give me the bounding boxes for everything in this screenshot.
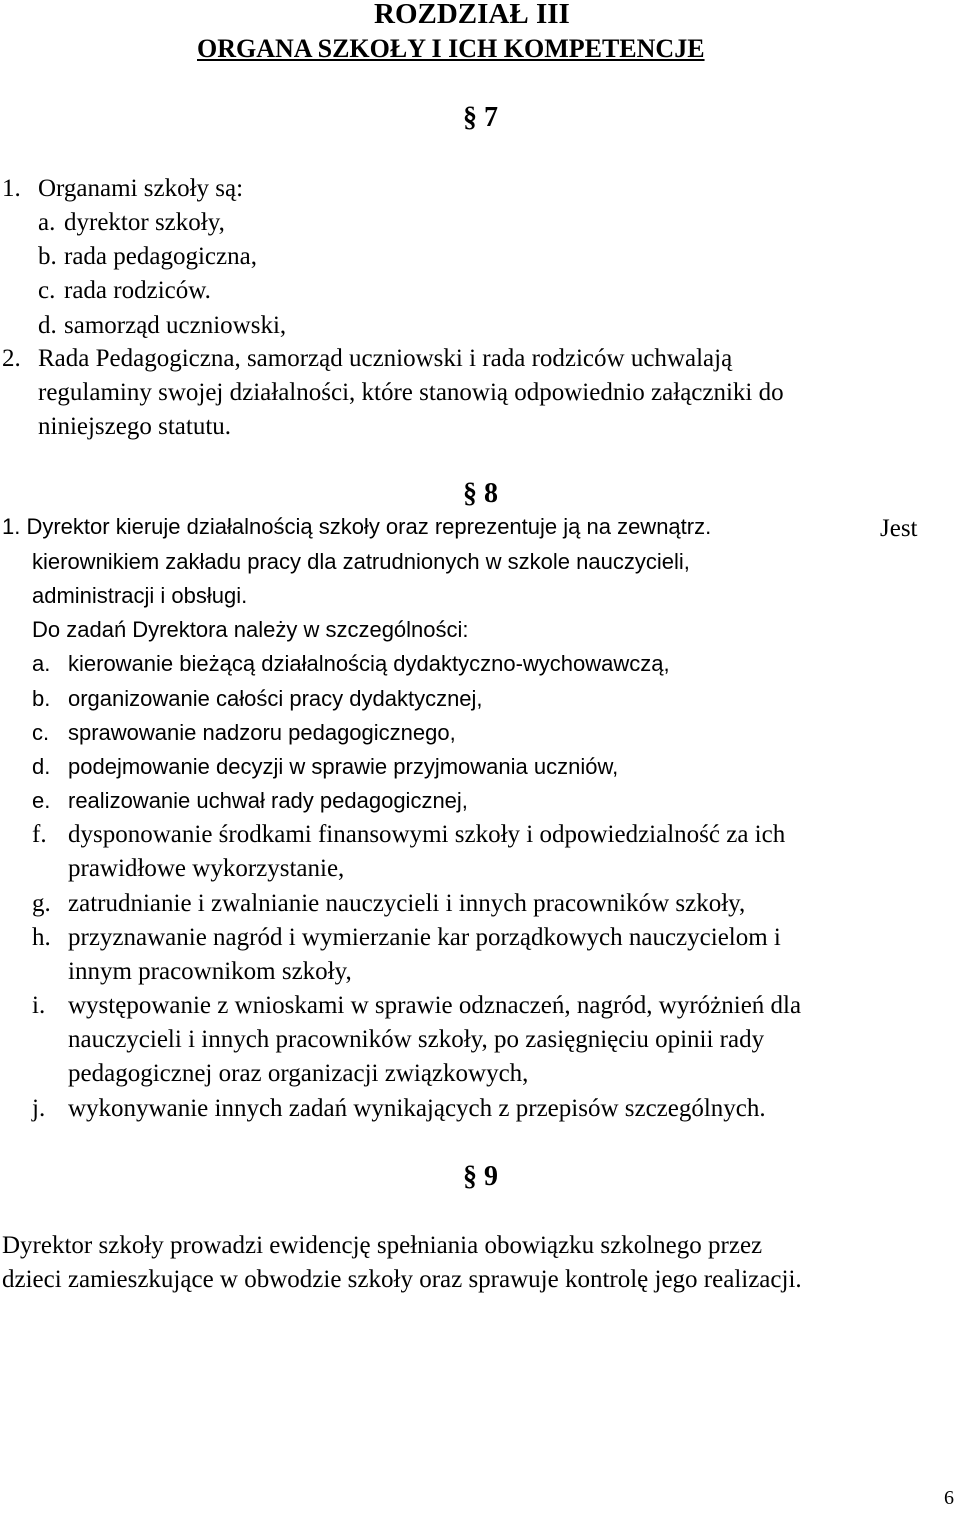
list-item: samorząd uczniowski, [64, 312, 287, 339]
list-item: dysponowanie środkami finansowymi szkoły i odpowiedzialność za ich [68, 821, 786, 848]
paragraph-line: Jest [880, 515, 918, 542]
list-item-continuation: pedagogicznej oraz organizacji związkowych, [68, 1060, 529, 1087]
list-marker: j. [32, 1095, 46, 1122]
list-item: rada rodziców. [64, 277, 211, 304]
list-item: sprawowanie nadzoru pedagogicznego, [68, 720, 456, 745]
list-marker: 1. [2, 175, 21, 202]
list-item: występowanie z wnioskami w sprawie odznaczeń, nagród, wyróżnień dla [68, 992, 802, 1019]
list-item: Organami szkoły są: [38, 175, 244, 202]
list-item-continuation: nauczycieli i innych pracowników szkoły, po zasięgnięciu opinii rady [68, 1026, 765, 1053]
paragraph-line: dzieci zamieszkujące w obwodzie szkoły oraz sprawuje kontrolę jego realizacji. [2, 1266, 802, 1293]
paragraph-line: 1. Dyrektor kieruje działalnością szkoły oraz reprezentuje ją na zewnątrz. [2, 514, 712, 539]
list-item: dyrektor szkoły, [64, 209, 225, 236]
list-item: realizowanie uchwał rady pedagogicznej, [68, 788, 468, 813]
list-marker: a. [38, 209, 56, 236]
list-item-continuation: niniejszego statutu. [38, 413, 232, 440]
paragraph-line: Dyrektor szkoły prowadzi ewidencję spełniania obowiązku szkolnego przez [2, 1232, 763, 1259]
list-marker: h. [32, 924, 51, 951]
list-item-continuation: innym pracownikom szkoły, [68, 958, 352, 985]
list-item: wykonywanie innych zadań wynikających z przepisów szczególnych. [68, 1095, 766, 1122]
list-item: organizowanie całości pracy dydaktycznej, [68, 686, 483, 711]
list-marker: a. [32, 651, 51, 676]
list-item-continuation: prawidłowe wykorzystanie, [68, 855, 345, 882]
section-8-heading: § 8 [463, 478, 498, 509]
list-marker: b. [38, 243, 57, 270]
paragraph-line: Do zadań Dyrektora należy w szczególności: [32, 617, 469, 642]
list-marker: e. [32, 788, 51, 813]
list-item-continuation: regulaminy swojej działalności, które stanowią odpowiednio załączniki do [38, 379, 784, 406]
list-marker: c. [38, 277, 56, 304]
list-marker: g. [32, 890, 51, 917]
list-item: przyznawanie nagród i wymierzanie kar porządkowych nauczycielom i [68, 924, 781, 951]
list-item: zatrudnianie i zwalnianie nauczycieli i innych pracowników szkoły, [68, 890, 746, 917]
list-marker: d. [32, 754, 51, 779]
list-marker: i. [32, 992, 46, 1019]
list-item: rada pedagogiczna, [64, 243, 257, 270]
chapter-title: ROZDZIAŁ III [374, 0, 570, 30]
list-item: kierowanie bieżącą działalnością dydaktyczno-wychowawczą, [68, 651, 670, 676]
page-number: 6 [944, 1487, 954, 1509]
list-marker: b. [32, 686, 51, 711]
list-marker: 2. [2, 345, 21, 372]
paragraph-line: kierownikiem zakładu pracy dla zatrudnionych w szkole nauczycieli, [32, 549, 690, 574]
chapter-subtitle: ORGANA SZKOŁY I ICH KOMPETENCJE [197, 34, 705, 63]
paragraph-line: administracji i obsługi. [32, 583, 248, 608]
list-marker: c. [32, 720, 50, 745]
section-7-heading: § 7 [463, 102, 498, 133]
list-marker: f. [32, 821, 47, 848]
list-item: podejmowanie decyzji w sprawie przyjmowania uczniów, [68, 754, 619, 779]
section-9-heading: § 9 [463, 1161, 498, 1192]
list-marker: d. [38, 312, 57, 339]
list-item: Rada Pedagogiczna, samorząd uczniowski i rada rodziców uchwalają [38, 345, 733, 372]
